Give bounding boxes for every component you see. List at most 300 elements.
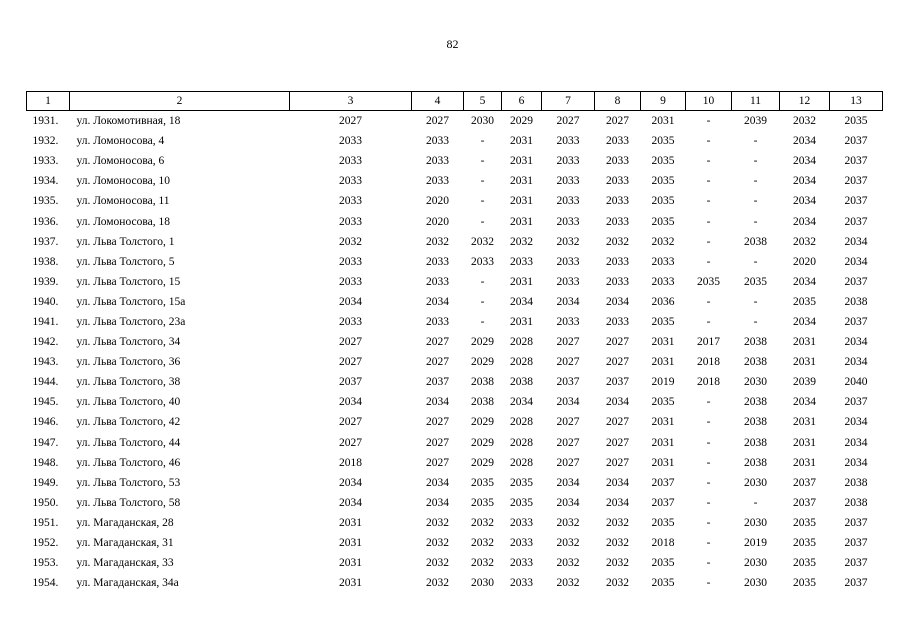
- table-cell: 2037: [793, 476, 816, 489]
- table-cell: 2034: [793, 135, 816, 148]
- table-cell: 2034: [606, 295, 629, 308]
- table-cell: 2033: [556, 195, 580, 208]
- table-cell: -: [706, 476, 711, 489]
- table-cell: 2031: [510, 215, 533, 228]
- table-cell: 2031: [793, 336, 816, 349]
- row-number-cell: 1940.: [32, 295, 59, 308]
- table-cell: 2031: [651, 115, 675, 128]
- table-cell: -: [706, 396, 711, 409]
- table-cell: 2037: [844, 135, 868, 148]
- address-cell: ул. Ломоносова, 6: [76, 155, 165, 168]
- table-cell: 2033: [339, 135, 362, 148]
- table-cell: 2035: [651, 135, 675, 148]
- table-cell: -: [753, 175, 758, 188]
- table-cell: -: [706, 295, 711, 308]
- table-cell: 2032: [426, 577, 449, 590]
- table-cell: 2038: [844, 496, 868, 509]
- table-cell: -: [480, 215, 485, 228]
- row-number-cell: 1954.: [32, 577, 59, 590]
- column-header: 6: [502, 92, 542, 111]
- table-cell: 2035: [651, 215, 675, 228]
- table-cell: 2032: [606, 516, 629, 529]
- table-cell: 2027: [339, 356, 362, 369]
- table-cell: 2037: [556, 376, 580, 389]
- table-cell: 2034: [606, 476, 629, 489]
- table-cell: 2027: [606, 336, 629, 349]
- table-row: [27, 131, 883, 151]
- table-cell: 2038: [744, 356, 767, 369]
- address-cell: ул. Льва Толстого, 38: [76, 376, 181, 389]
- table-cell: 2018: [697, 376, 720, 389]
- address-cell: ул. Льва Толстого, 44: [76, 436, 181, 449]
- table-cell: 2033: [510, 255, 533, 268]
- table-cell: 2037: [844, 577, 868, 590]
- table-cell: 2038: [471, 376, 494, 389]
- table-cell: 2030: [471, 115, 494, 128]
- row-number-cell: 1947.: [32, 436, 59, 449]
- table-cell: -: [753, 215, 758, 228]
- table-cell: 2031: [793, 436, 816, 449]
- table-cell: 2029: [471, 416, 494, 429]
- table-cell: 2035: [793, 295, 816, 308]
- row-number-cell: 1941.: [32, 315, 59, 328]
- table-cell: 2033: [606, 175, 629, 188]
- table-row: [27, 332, 883, 352]
- table-cell: 2034: [556, 396, 580, 409]
- table-cell: 2031: [339, 577, 362, 590]
- table-cell: 2029: [471, 356, 494, 369]
- table-cell: 2031: [510, 275, 533, 288]
- table-row: [27, 473, 883, 493]
- table-cell: 2035: [651, 155, 675, 168]
- table-cell: 2034: [844, 356, 868, 369]
- table-row: [27, 252, 883, 272]
- address-cell: ул. Льва Толстого, 34: [76, 336, 181, 349]
- address-cell: ул. Локомотивная, 18: [76, 115, 181, 128]
- row-number-cell: 1953.: [32, 557, 59, 570]
- row-number-cell: 1942.: [32, 336, 59, 349]
- table-cell: 2027: [606, 416, 629, 429]
- table-cell: 2027: [426, 436, 449, 449]
- table-cell: 2027: [339, 436, 362, 449]
- table-cell: 2037: [844, 557, 868, 570]
- table-cell: 2037: [844, 195, 868, 208]
- table-cell: 2027: [556, 115, 580, 128]
- table-cell: 2032: [471, 516, 494, 529]
- table-cell: 2030: [744, 476, 767, 489]
- table-cell: 2034: [426, 496, 449, 509]
- table-cell: -: [706, 436, 711, 449]
- table-cell: 2027: [606, 356, 629, 369]
- table-cell: 2033: [651, 255, 675, 268]
- table-cell: 2035: [651, 577, 675, 590]
- address-cell: ул. Льва Толстого, 36: [76, 356, 181, 369]
- table-cell: -: [706, 416, 711, 429]
- table-cell: -: [753, 255, 758, 268]
- table-cell: 2027: [606, 115, 629, 128]
- table-row: [27, 493, 883, 513]
- address-cell: ул. Магаданская, 34а: [76, 577, 179, 590]
- table-cell: 2027: [426, 356, 449, 369]
- table-cell: 2031: [651, 356, 675, 369]
- table-cell: -: [480, 135, 485, 148]
- table-cell: 2033: [606, 155, 629, 168]
- table-cell: 2033: [426, 175, 449, 188]
- table-row: [27, 553, 883, 573]
- table-cell: 2034: [556, 476, 580, 489]
- table-cell: 2031: [793, 456, 816, 469]
- table-row: [27, 453, 883, 473]
- table-cell: 2027: [426, 416, 449, 429]
- table-cell: 2028: [510, 336, 533, 349]
- table-body: [27, 111, 883, 594]
- address-cell: ул. Ломоносова, 11: [76, 195, 170, 208]
- table-cell: 2034: [510, 295, 533, 308]
- table-cell: 2027: [606, 456, 629, 469]
- table-row: [27, 111, 883, 132]
- table-cell: 2033: [426, 315, 449, 328]
- table-cell: 2035: [651, 175, 675, 188]
- table-cell: 2032: [556, 557, 580, 570]
- table-cell: -: [706, 496, 711, 509]
- table-cell: 2031: [510, 315, 533, 328]
- table-cell: 2032: [793, 115, 816, 128]
- table-cell: 2035: [651, 557, 675, 570]
- table-cell: 2032: [606, 235, 629, 248]
- table-cell: -: [753, 496, 758, 509]
- table-cell: 2027: [426, 456, 449, 469]
- row-number-cell: 1939.: [32, 275, 59, 288]
- table-cell: 2029: [471, 436, 494, 449]
- address-cell: ул. Льва Толстого, 23а: [76, 315, 186, 328]
- table-cell: 2034: [510, 396, 533, 409]
- table-cell: 2032: [471, 557, 494, 570]
- table-cell: -: [706, 537, 711, 550]
- table-cell: -: [480, 175, 485, 188]
- table-cell: 2037: [426, 376, 449, 389]
- table-row: [27, 292, 883, 312]
- table-cell: 2032: [606, 577, 629, 590]
- table-cell: 2033: [339, 215, 362, 228]
- row-number-cell: 1951.: [32, 516, 59, 529]
- table-cell: 2033: [606, 215, 629, 228]
- table-cell: -: [706, 235, 711, 248]
- table-cell: 2027: [426, 336, 449, 349]
- table-cell: 2037: [844, 275, 868, 288]
- table-cell: 2034: [606, 396, 629, 409]
- table-cell: 2032: [556, 235, 580, 248]
- row-number-cell: 1937.: [32, 235, 59, 248]
- address-cell: ул. Льва Толстого, 46: [76, 456, 181, 469]
- table-row: [27, 232, 883, 252]
- table-cell: 2032: [606, 537, 629, 550]
- table-cell: 2033: [339, 315, 362, 328]
- table-cell: 2028: [510, 356, 533, 369]
- table-cell: 2031: [651, 416, 675, 429]
- table-cell: 2027: [606, 436, 629, 449]
- table-cell: 2033: [606, 135, 629, 148]
- row-number-cell: 1935.: [32, 195, 59, 208]
- address-cell: ул. Льва Толстого, 5: [76, 255, 175, 268]
- table-cell: 2038: [844, 476, 868, 489]
- table-cell: -: [480, 155, 485, 168]
- data-table: [26, 91, 883, 593]
- table-cell: 2039: [744, 115, 767, 128]
- table-cell: 2020: [426, 215, 449, 228]
- table-cell: 2038: [844, 295, 868, 308]
- table-cell: -: [480, 295, 485, 308]
- address-cell: ул. Льва Толстого, 15: [76, 275, 181, 288]
- table-cell: 2033: [556, 155, 580, 168]
- table-cell: 2031: [793, 356, 816, 369]
- table-cell: 2034: [844, 255, 868, 268]
- table-cell: 2037: [793, 496, 816, 509]
- table-cell: 2033: [556, 135, 580, 148]
- table-cell: 2032: [426, 235, 449, 248]
- table-cell: 2030: [744, 376, 767, 389]
- table-row: [27, 171, 883, 191]
- table-cell: -: [753, 135, 758, 148]
- address-cell: ул. Льва Толстого, 15а: [76, 295, 186, 308]
- table-row: [27, 352, 883, 372]
- table-cell: -: [706, 516, 711, 529]
- address-cell: ул. Ломоносова, 18: [76, 215, 170, 228]
- table-cell: 2032: [426, 516, 449, 529]
- table-cell: -: [753, 155, 758, 168]
- table-cell: 2027: [556, 456, 580, 469]
- table-cell: 2035: [471, 476, 494, 489]
- table-cell: 2034: [426, 295, 449, 308]
- table-cell: 2030: [471, 577, 494, 590]
- table-cell: 2038: [744, 396, 767, 409]
- table-cell: 2033: [510, 557, 533, 570]
- table-cell: 2034: [793, 315, 816, 328]
- address-cell: ул. Ломоносова, 10: [76, 175, 170, 188]
- table-cell: -: [706, 155, 711, 168]
- table-cell: 2037: [844, 516, 868, 529]
- table-cell: 2031: [339, 516, 362, 529]
- table-cell: 2035: [471, 496, 494, 509]
- table-cell: 2034: [844, 416, 868, 429]
- table-cell: 2032: [426, 557, 449, 570]
- table-cell: -: [706, 175, 711, 188]
- table-cell: 2034: [339, 295, 362, 308]
- table-cell: 2034: [556, 496, 580, 509]
- table-cell: -: [480, 275, 485, 288]
- table-cell: 2033: [556, 255, 580, 268]
- table-cell: 2031: [651, 336, 675, 349]
- table-cell: 2038: [744, 436, 767, 449]
- column-header: 13: [830, 92, 883, 111]
- table-cell: 2035: [793, 577, 816, 590]
- table-cell: 2031: [510, 135, 533, 148]
- table-cell: -: [706, 135, 711, 148]
- table-cell: 2037: [844, 175, 868, 188]
- table-cell: 2035: [510, 496, 533, 509]
- table-cell: 2033: [426, 135, 449, 148]
- table-cell: 2033: [556, 275, 580, 288]
- table-cell: 2018: [697, 356, 720, 369]
- table-cell: 2034: [793, 195, 816, 208]
- row-number-cell: 1946.: [32, 416, 59, 429]
- table-cell: 2032: [426, 537, 449, 550]
- row-number-cell: 1945.: [32, 396, 59, 409]
- table-cell: 2033: [426, 155, 449, 168]
- table-cell: 2037: [844, 396, 868, 409]
- table-cell: -: [706, 115, 711, 128]
- table-cell: 2027: [426, 115, 449, 128]
- row-number-cell: 1933.: [32, 155, 59, 168]
- table-cell: 2037: [651, 496, 675, 509]
- table-cell: 2019: [744, 537, 767, 550]
- table-cell: 2038: [744, 235, 767, 248]
- row-number-cell: 1934.: [32, 175, 59, 188]
- table-cell: 2037: [844, 215, 868, 228]
- table-cell: 2035: [793, 537, 816, 550]
- table-cell: 2034: [426, 476, 449, 489]
- address-cell: ул. Льва Толстого, 1: [76, 235, 175, 248]
- table-cell: 2034: [844, 436, 868, 449]
- table-row: [27, 151, 883, 171]
- table-cell: 2029: [471, 336, 494, 349]
- column-header: 4: [412, 92, 464, 111]
- column-header: 5: [464, 92, 502, 111]
- table-cell: 2020: [426, 195, 449, 208]
- row-number-cell: 1932.: [32, 135, 59, 148]
- table-row: [27, 412, 883, 432]
- column-header: 8: [595, 92, 641, 111]
- table-cell: 2033: [606, 195, 629, 208]
- table-cell: 2034: [606, 496, 629, 509]
- table-cell: 2037: [339, 376, 362, 389]
- address-cell: ул. Льва Толстого, 53: [76, 476, 181, 489]
- table-cell: 2031: [651, 436, 675, 449]
- table-cell: 2035: [510, 476, 533, 489]
- table-row: [27, 573, 883, 593]
- table-cell: 2035: [793, 516, 816, 529]
- table-cell: 2028: [510, 436, 533, 449]
- address-cell: ул. Льва Толстого, 58: [76, 496, 181, 509]
- column-header: 10: [686, 92, 732, 111]
- table-cell: 2033: [556, 315, 580, 328]
- row-number-cell: 1943.: [32, 356, 59, 369]
- table-cell: 2033: [510, 537, 533, 550]
- table-cell: 2038: [744, 416, 767, 429]
- table-cell: -: [480, 195, 485, 208]
- table-row: [27, 372, 883, 392]
- table-cell: 2029: [471, 456, 494, 469]
- table-cell: 2033: [339, 175, 362, 188]
- table-cell: 2030: [744, 516, 767, 529]
- table-cell: 2034: [793, 275, 816, 288]
- table-cell: 2031: [339, 557, 362, 570]
- table-cell: -: [706, 577, 711, 590]
- table-cell: 2034: [556, 295, 580, 308]
- column-header: 7: [542, 92, 595, 111]
- table-cell: 2027: [339, 336, 362, 349]
- table-cell: 2034: [793, 175, 816, 188]
- table-cell: 2037: [844, 315, 868, 328]
- row-number-cell: 1944.: [32, 376, 59, 389]
- table-cell: 2027: [556, 436, 580, 449]
- table-cell: -: [706, 255, 711, 268]
- table-cell: 2038: [510, 376, 533, 389]
- table-cell: 2038: [744, 456, 767, 469]
- table-cell: 2032: [471, 537, 494, 550]
- table-cell: 2035: [744, 275, 767, 288]
- table-cell: 2033: [556, 215, 580, 228]
- row-number-cell: 1952.: [32, 537, 59, 550]
- column-header: 12: [780, 92, 830, 111]
- table-cell: -: [706, 557, 711, 570]
- table-cell: -: [480, 315, 485, 328]
- table-cell: 2034: [793, 215, 816, 228]
- table-cell: 2034: [844, 336, 868, 349]
- table-cell: 2027: [556, 416, 580, 429]
- row-number-cell: 1938.: [32, 255, 59, 268]
- table-row: [27, 272, 883, 292]
- table-header-row: [27, 92, 883, 111]
- table-cell: 2027: [339, 115, 362, 128]
- table-cell: -: [706, 195, 711, 208]
- row-number-cell: 1936.: [32, 215, 59, 228]
- table-cell: 2035: [844, 115, 868, 128]
- table-cell: 2034: [844, 235, 868, 248]
- row-number-cell: 1948.: [32, 456, 59, 469]
- table-cell: 2019: [651, 376, 675, 389]
- table-cell: 2029: [510, 115, 533, 128]
- table-cell: 2037: [844, 155, 868, 168]
- table-cell: 2017: [697, 336, 720, 349]
- table-cell: 2020: [793, 255, 816, 268]
- table-cell: 2032: [606, 557, 629, 570]
- table-cell: 2030: [744, 557, 767, 570]
- table-cell: 2033: [339, 155, 362, 168]
- table-cell: -: [706, 456, 711, 469]
- address-cell: ул. Ломоносова, 4: [76, 135, 165, 148]
- table-cell: 2032: [793, 235, 816, 248]
- table-cell: 2035: [651, 195, 675, 208]
- table-cell: 2039: [793, 376, 816, 389]
- table-cell: 2033: [606, 255, 629, 268]
- table-cell: 2033: [510, 516, 533, 529]
- table-cell: 2034: [339, 496, 362, 509]
- table-cell: 2032: [510, 235, 533, 248]
- address-cell: ул. Льва Толстого, 40: [76, 396, 181, 409]
- table-cell: 2028: [510, 416, 533, 429]
- table-cell: -: [753, 195, 758, 208]
- table-cell: 2031: [510, 195, 533, 208]
- table-cell: 2035: [793, 557, 816, 570]
- table-cell: 2032: [556, 516, 580, 529]
- table-cell: 2034: [844, 456, 868, 469]
- table-cell: 2034: [426, 396, 449, 409]
- table-cell: 2033: [339, 275, 362, 288]
- table-cell: 2031: [651, 456, 675, 469]
- address-cell: ул. Льва Толстого, 42: [76, 416, 181, 429]
- table-cell: 2033: [556, 175, 580, 188]
- table-cell: 2032: [651, 235, 675, 248]
- table-cell: 2038: [471, 396, 494, 409]
- table-cell: 2032: [556, 577, 580, 590]
- table-cell: 2034: [339, 476, 362, 489]
- table-cell: 2027: [556, 336, 580, 349]
- table-cell: 2033: [651, 275, 675, 288]
- table-cell: 2032: [339, 235, 362, 248]
- table-cell: 2027: [339, 416, 362, 429]
- table-cell: 2032: [556, 537, 580, 550]
- row-number-cell: 1949.: [32, 476, 59, 489]
